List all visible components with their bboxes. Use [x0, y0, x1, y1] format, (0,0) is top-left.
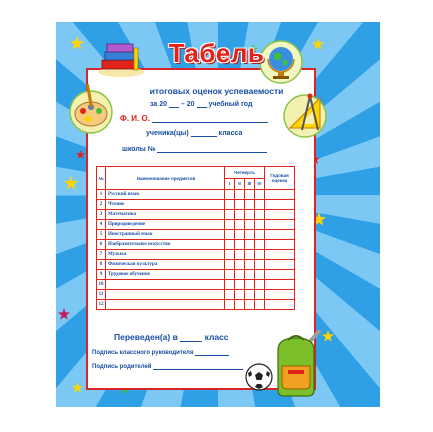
row-number: 1	[97, 190, 106, 200]
year-grade-cell[interactable]	[265, 270, 295, 280]
quarter-grade-cell[interactable]	[235, 280, 245, 290]
row-number: 3	[97, 210, 106, 220]
quarter-header-3: III	[245, 178, 255, 190]
year-grade-cell[interactable]	[265, 240, 295, 250]
year-grade-cell[interactable]	[265, 260, 295, 270]
quarter-grade-cell[interactable]	[255, 200, 265, 210]
quarter-grade-cell[interactable]	[225, 190, 235, 200]
quarter-grade-cell[interactable]	[255, 300, 265, 310]
column-subject-header: Наименование предметов	[106, 167, 225, 190]
parents-sign-field[interactable]	[153, 369, 243, 370]
quarter-grade-cell[interactable]	[255, 230, 265, 240]
quarter-grade-cell[interactable]	[225, 300, 235, 310]
transferred-row	[114, 332, 229, 342]
subject-name	[106, 280, 225, 290]
quarter-header-1: I	[225, 178, 235, 190]
quarter-grade-cell[interactable]	[225, 220, 235, 230]
subject-name	[106, 300, 225, 310]
row-number: 8	[97, 260, 106, 270]
year-grade-cell[interactable]	[265, 210, 295, 220]
quarter-grade-cell[interactable]	[225, 200, 235, 210]
subject-name: Изобразительное искусство	[106, 240, 225, 250]
quarter-grade-cell[interactable]	[225, 240, 235, 250]
quarter-grade-cell[interactable]	[245, 210, 255, 220]
grades-table-body	[97, 190, 295, 310]
subject-name: Природоведение	[106, 220, 225, 230]
column-number-header: №	[97, 167, 106, 190]
year-grade-cell[interactable]	[265, 190, 295, 200]
subject-name: Иностранный язык	[106, 230, 225, 240]
quarter-grade-cell[interactable]	[255, 210, 265, 220]
subject-name: Физическая культура	[106, 260, 225, 270]
teacher-sign-row	[92, 350, 229, 356]
row-number: 2	[97, 200, 106, 210]
quarter-grade-cell[interactable]	[225, 260, 235, 270]
star-icon	[64, 176, 78, 190]
quarter-grade-cell[interactable]	[235, 250, 245, 260]
column-quarter-header: Четверть	[225, 167, 265, 179]
star-icon	[76, 150, 85, 159]
quarter-grade-cell[interactable]	[235, 200, 245, 210]
quarter-grade-cell[interactable]	[225, 280, 235, 290]
star-icon	[58, 308, 70, 320]
row-number: 9	[97, 270, 106, 280]
quarter-header-2: II	[235, 178, 245, 190]
quarter-grade-cell[interactable]	[245, 290, 255, 300]
school-year-line	[150, 101, 252, 108]
school-label: школы №	[122, 146, 156, 153]
soccer-ball-icon	[244, 362, 274, 392]
transferred-class-field[interactable]	[180, 341, 202, 342]
year-dash: – 20	[180, 101, 195, 108]
student-label: ученика(цы)	[146, 130, 189, 137]
teacher-sign-field[interactable]	[195, 355, 229, 356]
year-grade-cell[interactable]	[265, 290, 295, 300]
quarter-grade-cell[interactable]	[245, 270, 255, 280]
row-number: 11	[97, 290, 106, 300]
star-icon	[72, 382, 83, 393]
year-grade-cell[interactable]	[265, 300, 295, 310]
quarter-grade-cell[interactable]	[235, 290, 245, 300]
table-row	[97, 260, 295, 270]
quarter-header-4: IV	[255, 178, 265, 190]
quarter-grade-cell[interactable]	[245, 260, 255, 270]
quarter-grade-cell[interactable]	[255, 250, 265, 260]
table-row	[97, 200, 295, 210]
subject-name: Музыка	[106, 250, 225, 260]
quarter-grade-cell[interactable]	[255, 190, 265, 200]
quarter-grade-cell[interactable]	[255, 260, 265, 270]
school-row	[122, 146, 267, 153]
quarter-grade-cell[interactable]	[245, 280, 255, 290]
quarter-grade-cell[interactable]	[255, 270, 265, 280]
page-title: Табель	[168, 38, 265, 68]
backpack-icon	[268, 330, 326, 400]
quarter-grade-cell[interactable]	[225, 210, 235, 220]
row-number: 6	[97, 240, 106, 250]
table-row	[97, 190, 295, 200]
table-row	[97, 210, 295, 220]
transferred-label: Переведен(а) в	[114, 332, 178, 342]
year-grade-cell[interactable]	[265, 200, 295, 210]
subject-name: Математика	[106, 210, 225, 220]
grades-table	[96, 166, 295, 310]
quarter-grade-cell[interactable]	[245, 220, 255, 230]
year-start-field[interactable]	[169, 107, 179, 108]
quarter-grade-cell[interactable]	[235, 300, 245, 310]
quarter-grade-cell[interactable]	[235, 230, 245, 240]
class-label: класса	[218, 130, 243, 137]
quarter-grade-cell[interactable]	[255, 240, 265, 250]
row-number: 7	[97, 250, 106, 260]
quarter-grade-cell[interactable]	[225, 270, 235, 280]
row-number: 4	[97, 220, 106, 230]
year-grade-cell[interactable]	[265, 280, 295, 290]
quarter-grade-cell[interactable]	[235, 210, 245, 220]
fio-row	[120, 114, 268, 123]
year-prefix: за 20	[150, 101, 168, 108]
quarter-grade-cell[interactable]	[255, 220, 265, 230]
quarter-grade-cell[interactable]	[225, 230, 235, 240]
column-year-grade-header: Годовая оценка	[265, 167, 295, 190]
quarter-grade-cell[interactable]	[235, 240, 245, 250]
quarter-grade-cell[interactable]	[235, 190, 245, 200]
table-row	[97, 240, 295, 250]
class-number-field[interactable]	[191, 136, 217, 137]
student-class-row	[146, 130, 242, 137]
table-row	[97, 280, 295, 290]
table-row	[97, 250, 295, 260]
teacher-sign-label: Подпись классного руководителя	[92, 350, 194, 356]
quarter-grade-cell[interactable]	[225, 290, 235, 300]
quarter-grade-cell[interactable]	[245, 190, 255, 200]
subject-name: Русский язык	[106, 190, 225, 200]
year-grade-cell[interactable]	[265, 220, 295, 230]
year-suffix: учебный год	[208, 101, 253, 108]
subject-name: Трудовое обучение	[106, 270, 225, 280]
table-row	[97, 230, 295, 240]
quarter-grade-cell[interactable]	[255, 290, 265, 300]
parents-sign-label: Подпись родителей	[92, 364, 152, 370]
subject-name	[106, 290, 225, 300]
quarter-grade-cell[interactable]	[235, 260, 245, 270]
quarter-grade-cell[interactable]	[245, 200, 255, 210]
year-end-field[interactable]	[197, 107, 207, 108]
quarter-grade-cell[interactable]	[235, 270, 245, 280]
parents-sign-row	[92, 364, 243, 370]
row-number: 12	[97, 300, 106, 310]
subtitle: итоговых оценок успеваемости	[149, 86, 284, 96]
quarter-grade-cell[interactable]	[245, 230, 255, 240]
quarter-grade-cell[interactable]	[245, 300, 255, 310]
table-row	[97, 300, 295, 310]
subject-name: Чтение	[106, 200, 225, 210]
year-grade-cell[interactable]	[265, 250, 295, 260]
transferred-class-label: класс	[204, 332, 229, 342]
quarter-grade-cell[interactable]	[235, 220, 245, 230]
row-number: 5	[97, 230, 106, 240]
fio-label: Ф. И. О.	[120, 114, 150, 123]
school-number-field[interactable]	[157, 152, 267, 153]
year-grade-cell[interactable]	[265, 230, 295, 240]
fio-field[interactable]	[152, 122, 268, 123]
quarter-grade-cell[interactable]	[245, 240, 255, 250]
quarter-grade-cell[interactable]	[225, 250, 235, 260]
quarter-grade-cell[interactable]	[255, 280, 265, 290]
row-number: 10	[97, 280, 106, 290]
table-row	[97, 290, 295, 300]
quarter-grade-cell[interactable]	[245, 250, 255, 260]
table-row	[97, 270, 295, 280]
table-row	[97, 220, 295, 230]
